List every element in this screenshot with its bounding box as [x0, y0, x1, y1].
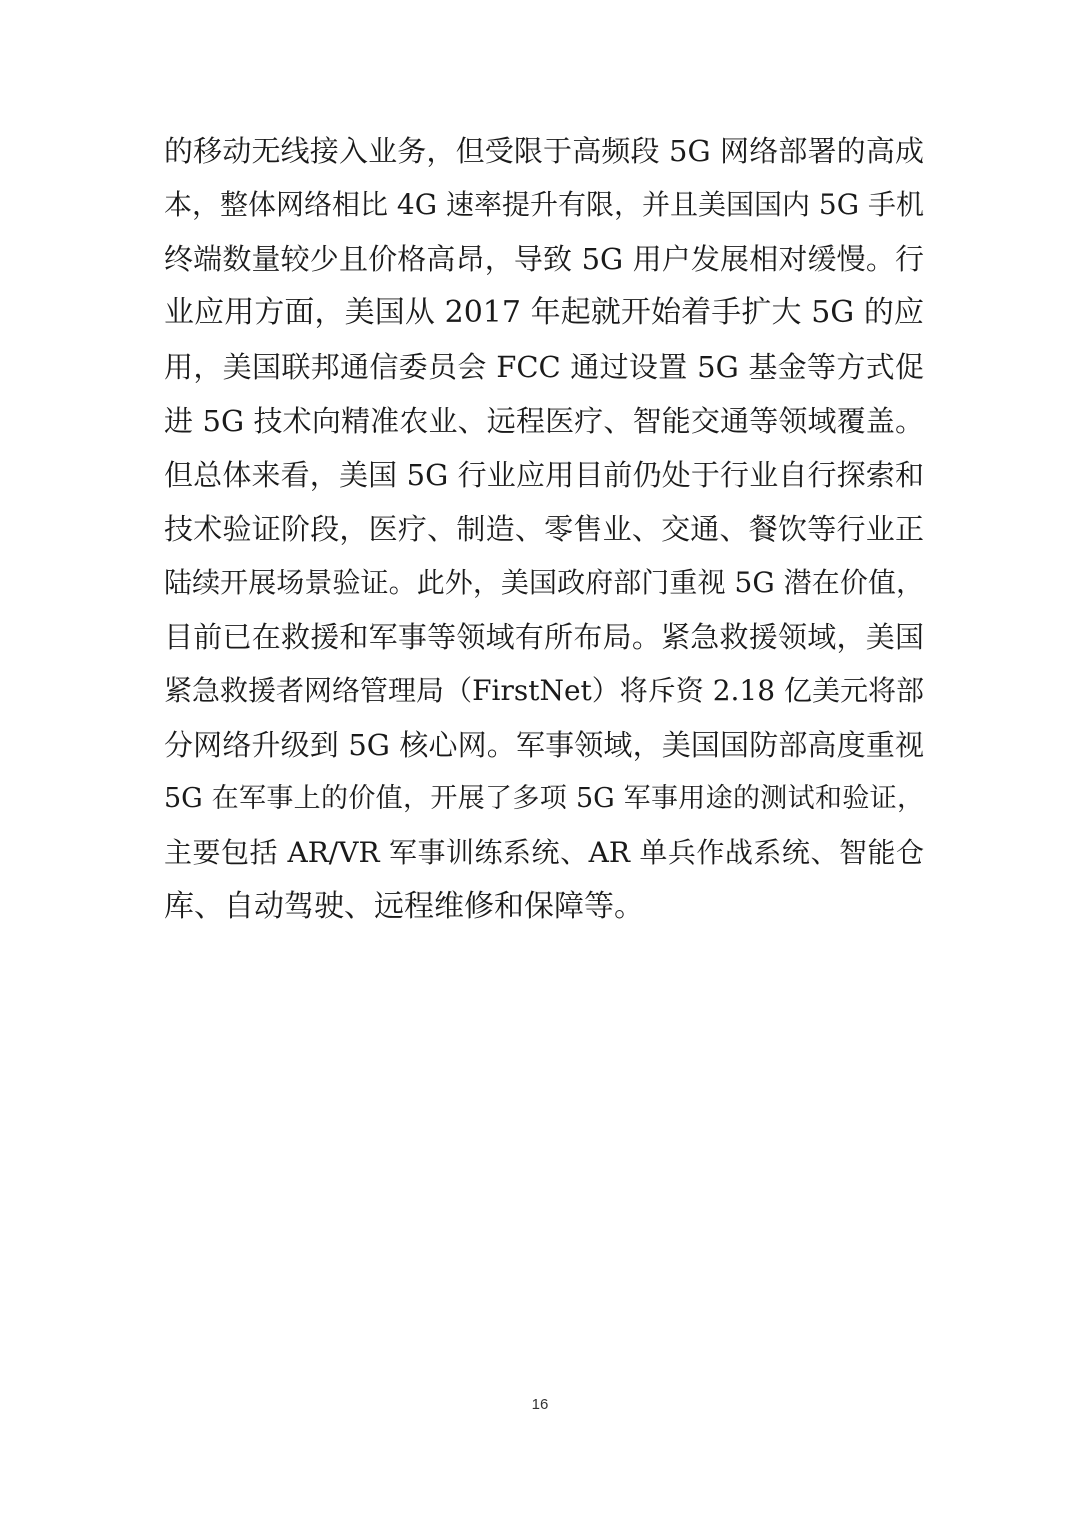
- text-line: 但总体来看，美国 5G 行业应用目前仍处于行业自行探索和: [164, 458, 924, 492]
- text-line: 5G 在军事上的价值，开展了多项 5G 军事用途的测试和验证，: [164, 783, 924, 814]
- text-line: 本，整体网络相比 4G 速率提升有限，并且美国国内 5G 手机: [164, 188, 924, 221]
- text-line: 分网络升级到 5G 核心网。军事领域，美国国防部高度重视: [164, 728, 924, 762]
- text-line: 用，美国联邦通信委员会 FCC 通过设置 5G 基金等方式促: [164, 350, 924, 384]
- text-line: 陆续开展场景验证。此外，美国政府部门重视 5G 潜在价值，: [164, 566, 924, 599]
- text-line: 紧急救援者网络管理局（FirstNet）将斥资 2.18 亿美元将部: [164, 674, 924, 707]
- text-line: 的移动无线接入业务，但受限于高频段 5G 网络部署的高成: [164, 134, 924, 168]
- text-line: 业应用方面，美国从 2017 年起就开始着手扩大 5G 的应: [164, 295, 924, 330]
- page-number: 16: [531, 1396, 549, 1413]
- text-line: 主要包括 AR/VR 军事训练系统、AR 单兵作战系统、智能仓: [164, 836, 924, 869]
- text-line: 终端数量较少且价格高昂，导致 5G 用户发展相对缓慢。行: [164, 242, 924, 276]
- text-line: 目前已在救援和军事等领域有所布局。紧急救援领域，美国: [164, 620, 924, 654]
- body-paragraph: [164, 124, 924, 934]
- text-line: 库、自动驾驶、远程维修和保障等。: [164, 889, 644, 924]
- text-line: 进 5G 技术向精准农业、远程医疗、智能交通等领域覆盖。: [164, 404, 924, 438]
- text-line: 技术验证阶段，医疗、制造、零售业、交通、餐饮等行业正: [164, 512, 924, 546]
